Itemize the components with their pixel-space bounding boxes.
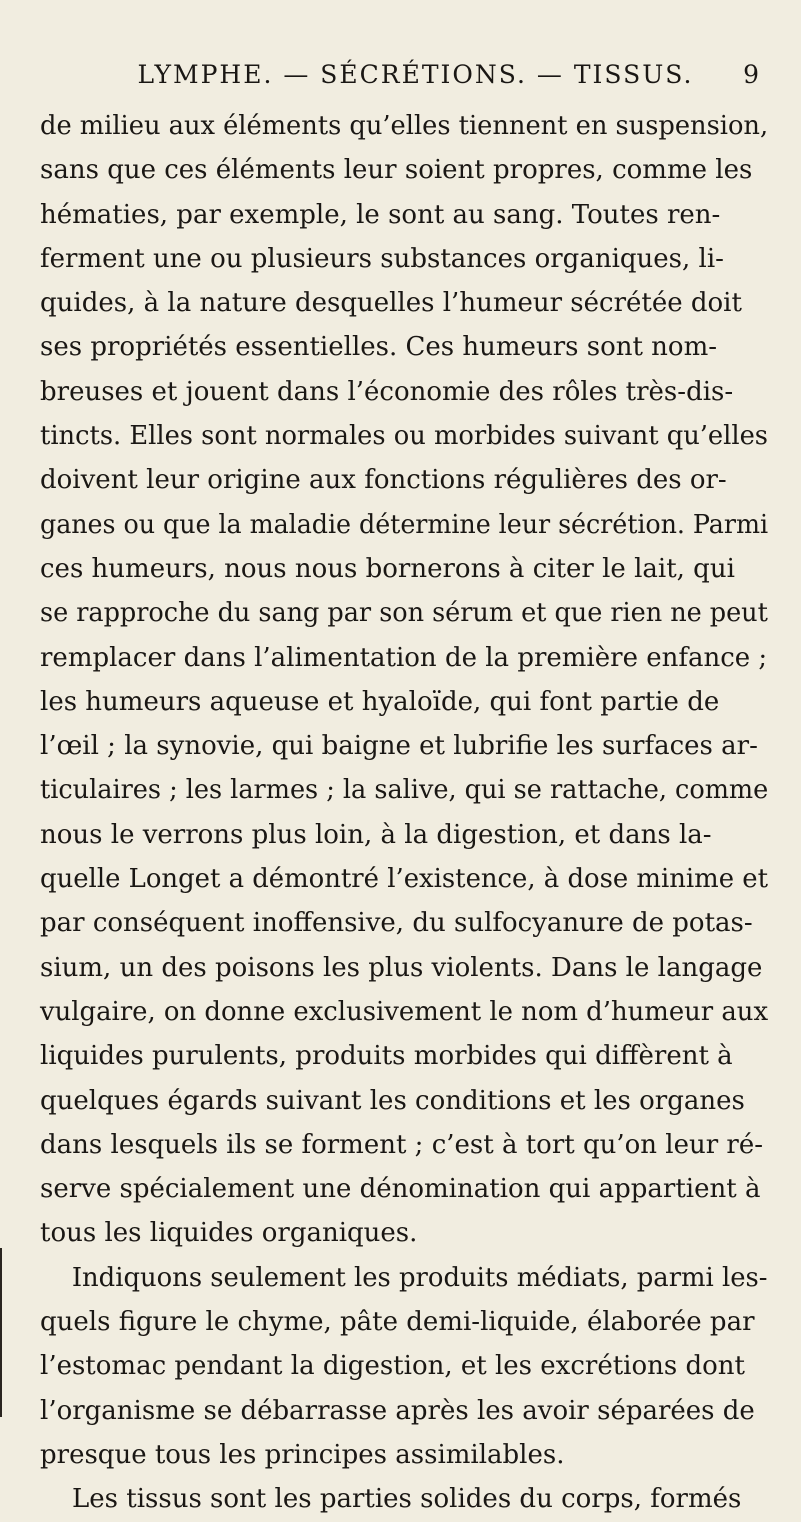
body-text (40, 104, 768, 1522)
text-line: quelques égards suivant les conditions et les organes (40, 1085, 745, 1116)
text-line: ses propriétés essentielles. Ces humeurs sont nom- (40, 332, 718, 363)
text-line: dans lesquels ils se forment ; c’est à tort qu’on leur ré- (40, 1129, 764, 1160)
text-line: presque tous les principes assimilables. (40, 1439, 565, 1470)
text-line: quels figure le chyme, pâte demi-liquide, élaborée par (40, 1307, 755, 1338)
text-line: quelle Longet a démontré l’existence, à dose minime et (40, 864, 768, 895)
running-head-title: LYMPHE. — SÉCRÉTIONS. — TISSUS. (137, 60, 694, 89)
text-line: doivent leur origine aux fonctions régulières des or- (40, 465, 727, 496)
text-line: ferment une ou plusieurs substances organiques, li- (40, 243, 724, 274)
text-line: se rapproche du sang par son sérum et que rien ne peut (40, 598, 768, 629)
text-line: Indiquons seulement les produits médiats, parmi les- (71, 1262, 768, 1293)
text-line: l’œil ; la synovie, qui baigne et lubrifie les surfaces ar- (40, 731, 758, 762)
text-line: par conséquent inoffensive, du sulfocyanure de potas- (40, 908, 753, 939)
text-line: remplacer dans l’alimentation de la première enfance ; (40, 642, 768, 673)
text-line: vulgaire, on donne exclusivement le nom d’humeur aux (40, 996, 769, 1027)
text-line: ganes ou que la maladie détermine leur sécrétion. Parmi (40, 509, 769, 540)
text-line: serve spécialement une dénomination qui appartient à (40, 1174, 761, 1205)
text-line: Les tissus sont les parties solides du corps, formés (72, 1484, 742, 1515)
text-line: tous les liquides organiques. (40, 1218, 418, 1249)
text-line: nous le verrons plus loin, à la digestion, et dans la- (40, 819, 712, 850)
page-number: 9 (743, 60, 761, 89)
text-line: de milieu aux éléments qu’elles tiennent en suspension, (40, 111, 769, 141)
text-line: ticulaires ; les larmes ; la salive, qui se rattache, comme (40, 775, 769, 806)
text-line: sium, un des poisons les plus violents. Dans le langage (40, 952, 763, 983)
text-line: ces humeurs, nous nous bornerons à citer le lait, qui (40, 553, 735, 584)
running-head (100, 60, 771, 94)
text-line: hématies, par exemple, le sont au sang. Toutes ren- (40, 199, 721, 230)
text-line: les humeurs aqueuse et hyaloïde, qui font partie de (40, 686, 720, 717)
text-line: sans que ces éléments leur soient propres, comme les (40, 155, 753, 186)
text-line: l’estomac pendant la digestion, et les excrétions dont (40, 1351, 745, 1382)
text-line: quides, à la nature desquelles l’humeur sécrétée doit (40, 288, 742, 319)
text-line: tincts. Elles sont normales ou morbides suivant qu’elles (40, 421, 769, 452)
text-line: breuses et jouent dans l’économie des rôles très-dis- (40, 376, 734, 407)
text-line: l’organisme se débarrasse après les avoir séparées de (40, 1395, 755, 1426)
page-edge-line (0, 1248, 2, 1417)
text-line: liquides purulents, produits morbides qui diffèrent à (40, 1041, 733, 1072)
